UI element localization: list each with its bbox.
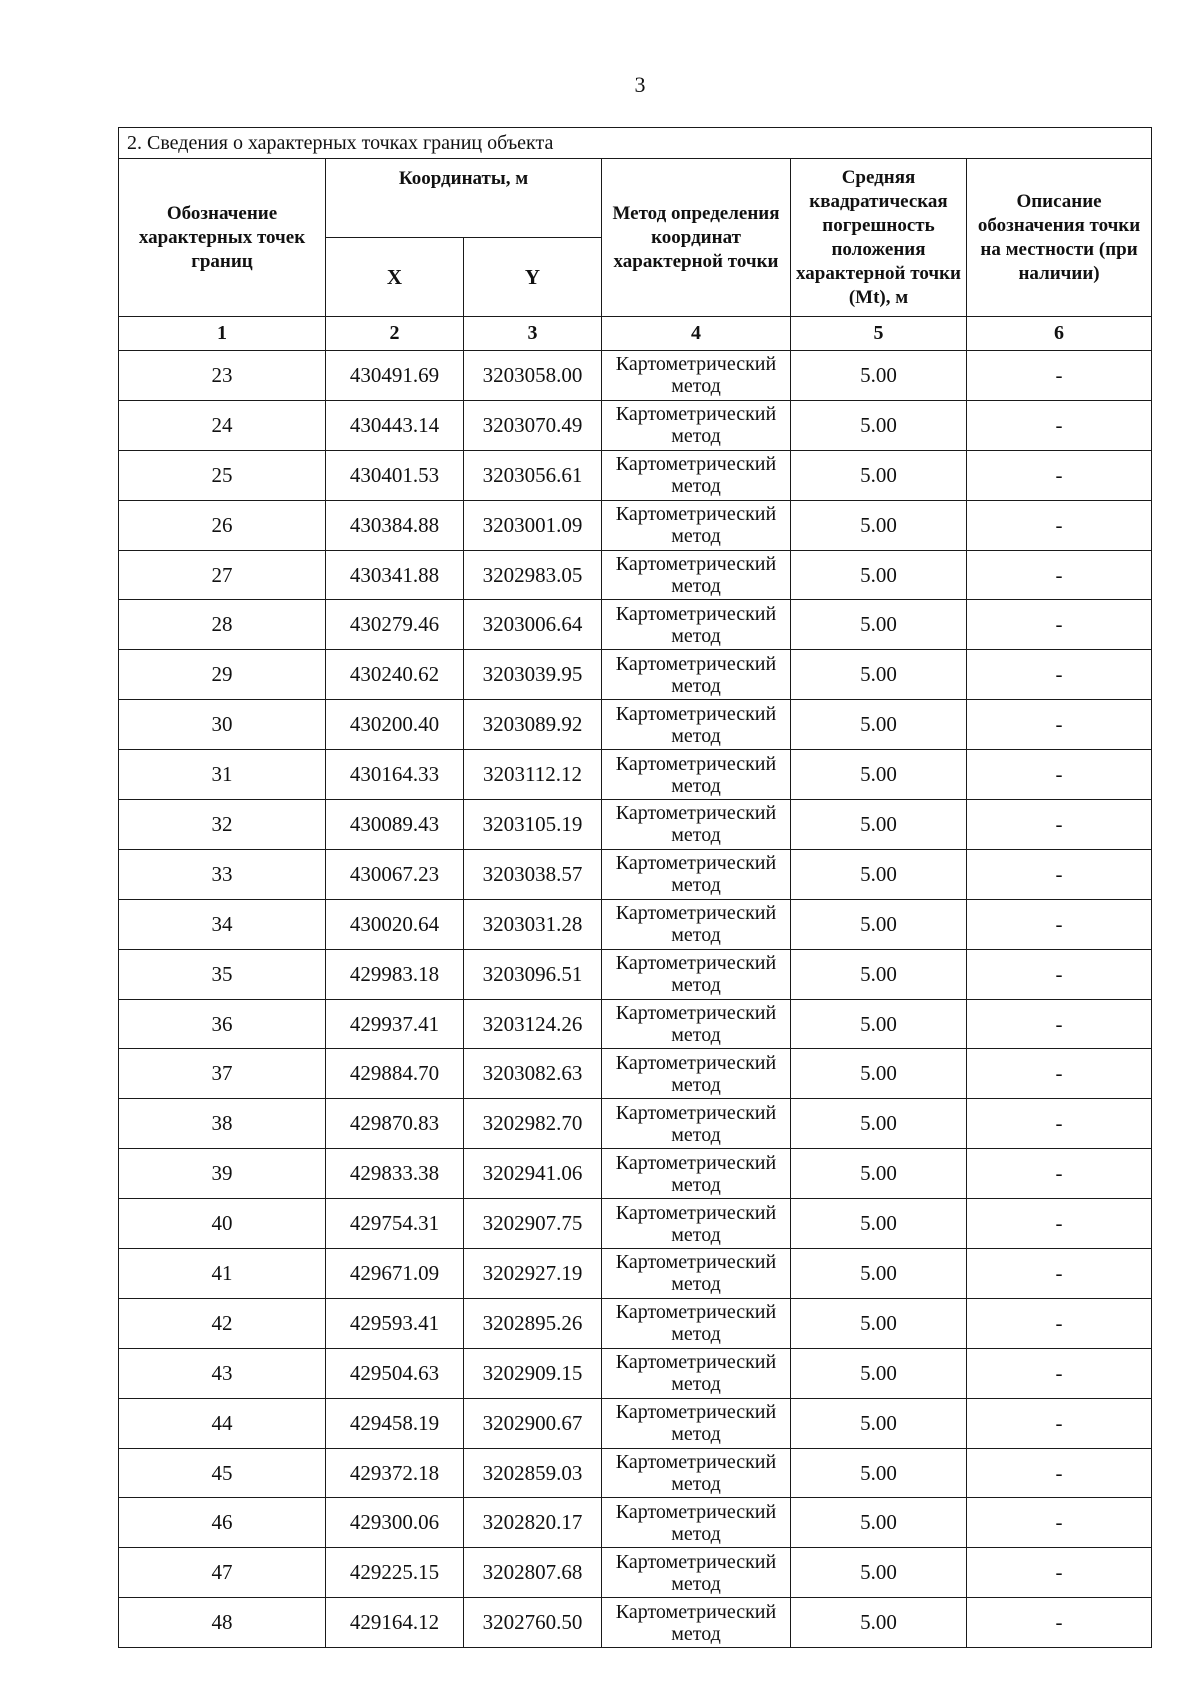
- description-cell: -: [967, 1448, 1152, 1498]
- table-row: [119, 650, 1152, 700]
- table-row: [119, 1298, 1152, 1348]
- table-row: [119, 1099, 1152, 1149]
- page-number: 3: [634, 72, 646, 97]
- description-cell: -: [967, 1149, 1152, 1199]
- column-number: 6: [967, 317, 1152, 351]
- error-cell: 5.00: [791, 1498, 967, 1548]
- point-cell: 39: [119, 1149, 326, 1199]
- method-line-2: метод: [671, 1423, 721, 1446]
- x-coordinate-cell: 430164.33: [326, 750, 464, 800]
- column-number: 1: [119, 317, 326, 351]
- description-cell: -: [967, 849, 1152, 899]
- x-coordinate-cell: 430240.62: [326, 650, 464, 700]
- table-row: [119, 899, 1152, 949]
- x-coordinate-cell: 429884.70: [326, 1049, 464, 1099]
- x-coordinate-cell: 429300.06: [326, 1498, 464, 1548]
- point-cell: 40: [119, 1199, 326, 1249]
- table-row: [119, 800, 1152, 850]
- x-coordinate-cell: 430491.69: [326, 351, 464, 401]
- x-coordinate-cell: 429833.38: [326, 1149, 464, 1199]
- table-row: [119, 849, 1152, 899]
- table-row: [119, 1049, 1152, 1099]
- error-cell: 5.00: [791, 1249, 967, 1299]
- header-mean-error: Средняя квадратическая погрешность положения характерной точки (Mt), м: [791, 159, 967, 317]
- method-cell: [602, 1099, 791, 1149]
- method-line-1: Картометрический: [615, 602, 777, 625]
- y-coordinate-cell: 3203070.49: [464, 400, 602, 450]
- x-coordinate-cell: 429225.15: [326, 1548, 464, 1598]
- x-coordinate-cell: 429372.18: [326, 1448, 464, 1498]
- method-line-2: метод: [671, 525, 721, 548]
- x-coordinate-cell: 429164.12: [326, 1598, 464, 1648]
- y-coordinate-cell: 3203038.57: [464, 849, 602, 899]
- table-row: [119, 351, 1152, 401]
- method-line-2: метод: [671, 575, 721, 597]
- method-line-1: Картометрический: [615, 1550, 777, 1573]
- method-cell: [602, 450, 791, 500]
- description-cell: -: [967, 999, 1152, 1049]
- method-line-1: Картометрический: [615, 1401, 777, 1424]
- table-row: [119, 400, 1152, 450]
- table-row: [119, 1448, 1152, 1498]
- error-cell: 5.00: [791, 351, 967, 401]
- y-coordinate-cell: 3202900.67: [464, 1398, 602, 1448]
- method-cell: [602, 500, 791, 550]
- description-cell: -: [967, 351, 1152, 401]
- y-coordinate-cell: 3202982.70: [464, 1099, 602, 1149]
- point-cell: 24: [119, 400, 326, 450]
- error-cell: 5.00: [791, 899, 967, 949]
- method-cell: [602, 899, 791, 949]
- header-point-designation: Обозначение характерных точек границ: [119, 159, 326, 317]
- header-method: Метод определения координат характерной точки: [602, 159, 791, 317]
- method-line-1: Картометрический: [615, 852, 777, 875]
- method-line-2: метод: [671, 1522, 721, 1545]
- header-coordinates: Координаты, м: [326, 159, 602, 238]
- point-cell: 36: [119, 999, 326, 1049]
- table-row: [119, 450, 1152, 500]
- x-coordinate-cell: 429458.19: [326, 1398, 464, 1448]
- method-line-1: Картометрический: [615, 1101, 777, 1124]
- description-cell: -: [967, 750, 1152, 800]
- x-coordinate-cell: 429937.41: [326, 999, 464, 1049]
- method-cell: [602, 999, 791, 1049]
- method-line-2: метод: [671, 624, 721, 647]
- y-coordinate-cell: 3203105.19: [464, 800, 602, 850]
- method-line-1: Картометрический: [615, 702, 777, 725]
- point-cell: 48: [119, 1598, 326, 1648]
- column-number: 5: [791, 317, 967, 351]
- error-cell: 5.00: [791, 949, 967, 999]
- x-coordinate-cell: 430200.40: [326, 700, 464, 750]
- x-coordinate-cell: 430089.43: [326, 800, 464, 850]
- point-cell: 44: [119, 1398, 326, 1448]
- table-row: [119, 949, 1152, 999]
- error-cell: 5.00: [791, 1548, 967, 1598]
- method-line-1: Картометрический: [615, 353, 777, 376]
- method-cell: [602, 650, 791, 700]
- error-cell: 5.00: [791, 1298, 967, 1348]
- table-row: [119, 1398, 1152, 1448]
- y-coordinate-cell: 3202983.05: [464, 550, 602, 600]
- x-coordinate-cell: 429983.18: [326, 949, 464, 999]
- method-line-1: Картометрический: [615, 952, 777, 975]
- y-coordinate-cell: 3203058.00: [464, 351, 602, 401]
- method-cell: [602, 351, 791, 401]
- boundary-points-table: [118, 127, 1152, 1648]
- method-cell: [602, 1298, 791, 1348]
- method-cell: [602, 1398, 791, 1448]
- x-coordinate-cell: 429504.63: [326, 1348, 464, 1398]
- table-row: [119, 999, 1152, 1049]
- method-line-1: Картометрический: [615, 403, 777, 426]
- point-cell: 46: [119, 1498, 326, 1548]
- error-cell: 5.00: [791, 1099, 967, 1149]
- error-cell: 5.00: [791, 1598, 967, 1648]
- method-line-2: метод: [671, 1123, 721, 1146]
- error-cell: 5.00: [791, 1049, 967, 1099]
- method-line-2: метод: [671, 1173, 721, 1196]
- table-row: [119, 500, 1152, 550]
- method-line-2: метод: [671, 1273, 721, 1296]
- method-line-1: Картометрический: [615, 1500, 777, 1523]
- header-x: X: [326, 238, 464, 317]
- description-cell: -: [967, 899, 1152, 949]
- table-row: [119, 750, 1152, 800]
- point-cell: 34: [119, 899, 326, 949]
- error-cell: 5.00: [791, 750, 967, 800]
- section-title-row: [119, 128, 1152, 159]
- method-cell: [602, 1149, 791, 1199]
- error-cell: 5.00: [791, 500, 967, 550]
- description-cell: -: [967, 650, 1152, 700]
- method-cell: [602, 1199, 791, 1249]
- y-coordinate-cell: 3203056.61: [464, 450, 602, 500]
- method-line-1: Картометрический: [615, 1351, 777, 1374]
- method-line-1: Картометрический: [615, 902, 777, 925]
- table-row: [119, 1598, 1152, 1648]
- point-cell: 43: [119, 1348, 326, 1398]
- method-line-2: метод: [671, 475, 721, 498]
- table-row: [119, 600, 1152, 650]
- method-cell: [602, 849, 791, 899]
- x-coordinate-cell: 430401.53: [326, 450, 464, 500]
- column-number: 2: [326, 317, 464, 351]
- error-cell: 5.00: [791, 600, 967, 650]
- method-line-1: Картометрический: [615, 503, 777, 526]
- x-coordinate-cell: 430020.64: [326, 899, 464, 949]
- method-cell: [602, 949, 791, 999]
- y-coordinate-cell: 3203006.64: [464, 600, 602, 650]
- method-cell: [602, 750, 791, 800]
- table-row: [119, 1498, 1152, 1548]
- method-cell: [602, 1498, 791, 1548]
- table-row: [119, 1348, 1152, 1398]
- method-line-2: метод: [671, 1373, 721, 1396]
- error-cell: 5.00: [791, 849, 967, 899]
- y-coordinate-cell: 3202760.50: [464, 1598, 602, 1648]
- y-coordinate-cell: 3202941.06: [464, 1149, 602, 1199]
- method-cell: [602, 1448, 791, 1498]
- x-coordinate-cell: 430067.23: [326, 849, 464, 899]
- description-cell: -: [967, 600, 1152, 650]
- method-line-1: Картометрический: [615, 752, 777, 775]
- point-cell: 42: [119, 1298, 326, 1348]
- point-cell: 30: [119, 700, 326, 750]
- method-line-2: метод: [671, 774, 721, 797]
- method-line-1: Картометрический: [615, 553, 777, 575]
- method-line-2: метод: [671, 674, 721, 697]
- y-coordinate-cell: 3203031.28: [464, 899, 602, 949]
- error-cell: 5.00: [791, 1398, 967, 1448]
- error-cell: 5.00: [791, 1149, 967, 1199]
- method-line-1: Картометрический: [615, 1151, 777, 1174]
- method-line-2: метод: [671, 824, 721, 847]
- method-line-2: метод: [671, 974, 721, 997]
- method-line-2: метод: [671, 1622, 721, 1645]
- header-row: [119, 159, 1152, 238]
- point-cell: 47: [119, 1548, 326, 1598]
- method-line-1: Картометрический: [615, 1201, 777, 1224]
- description-cell: -: [967, 949, 1152, 999]
- x-coordinate-cell: 429754.31: [326, 1199, 464, 1249]
- y-coordinate-cell: 3203096.51: [464, 949, 602, 999]
- y-coordinate-cell: 3202907.75: [464, 1199, 602, 1249]
- description-cell: -: [967, 1249, 1152, 1299]
- x-coordinate-cell: 430384.88: [326, 500, 464, 550]
- y-coordinate-cell: 3203089.92: [464, 700, 602, 750]
- method-line-1: Картометрический: [615, 1451, 777, 1474]
- method-line-2: метод: [671, 1572, 721, 1595]
- y-coordinate-cell: 3202820.17: [464, 1498, 602, 1548]
- column-number: 3: [464, 317, 602, 351]
- method-line-2: метод: [671, 1323, 721, 1346]
- description-cell: -: [967, 400, 1152, 450]
- y-coordinate-cell: 3202807.68: [464, 1548, 602, 1598]
- description-cell: -: [967, 800, 1152, 850]
- table-row: [119, 1199, 1152, 1249]
- y-coordinate-cell: 3202895.26: [464, 1298, 602, 1348]
- point-cell: 38: [119, 1099, 326, 1149]
- point-cell: 27: [119, 550, 326, 600]
- description-cell: -: [967, 1348, 1152, 1398]
- description-cell: -: [967, 1049, 1152, 1099]
- point-cell: 37: [119, 1049, 326, 1099]
- method-cell: [602, 700, 791, 750]
- error-cell: 5.00: [791, 700, 967, 750]
- table-row: [119, 1249, 1152, 1299]
- method-line-2: метод: [671, 1473, 721, 1496]
- method-line-1: Картометрический: [615, 1301, 777, 1324]
- method-line-1: Картометрический: [615, 1002, 777, 1025]
- description-cell: -: [967, 1099, 1152, 1149]
- point-cell: 45: [119, 1448, 326, 1498]
- y-coordinate-cell: 3202927.19: [464, 1249, 602, 1299]
- table-row: [119, 1548, 1152, 1598]
- point-cell: 41: [119, 1249, 326, 1299]
- point-cell: 23: [119, 351, 326, 401]
- point-cell: 25: [119, 450, 326, 500]
- error-cell: 5.00: [791, 400, 967, 450]
- method-line-2: метод: [671, 874, 721, 897]
- y-coordinate-cell: 3203039.95: [464, 650, 602, 700]
- y-coordinate-cell: 3202909.15: [464, 1348, 602, 1398]
- description-cell: -: [967, 450, 1152, 500]
- method-line-1: Картометрический: [615, 652, 777, 675]
- method-cell: [602, 800, 791, 850]
- description-cell: -: [967, 1548, 1152, 1598]
- description-cell: -: [967, 1199, 1152, 1249]
- point-cell: 28: [119, 600, 326, 650]
- y-coordinate-cell: 3203082.63: [464, 1049, 602, 1099]
- point-cell: 29: [119, 650, 326, 700]
- point-cell: 32: [119, 800, 326, 850]
- description-cell: -: [967, 700, 1152, 750]
- x-coordinate-cell: 430443.14: [326, 400, 464, 450]
- error-cell: 5.00: [791, 550, 967, 600]
- error-cell: 5.00: [791, 800, 967, 850]
- y-coordinate-cell: 3203112.12: [464, 750, 602, 800]
- section-title: 2. Сведения о характерных точках границ объекта: [119, 128, 1152, 159]
- error-cell: 5.00: [791, 999, 967, 1049]
- method-line-1: Картометрический: [615, 1051, 777, 1074]
- x-coordinate-cell: 429593.41: [326, 1298, 464, 1348]
- error-cell: 5.00: [791, 650, 967, 700]
- description-cell: -: [967, 500, 1152, 550]
- y-coordinate-cell: 3202859.03: [464, 1448, 602, 1498]
- column-number-row: [119, 317, 1152, 351]
- column-number: 4: [602, 317, 791, 351]
- method-cell: [602, 1548, 791, 1598]
- description-cell: -: [967, 550, 1152, 600]
- error-cell: 5.00: [791, 1199, 967, 1249]
- method-line-2: метод: [671, 1024, 721, 1047]
- method-line-2: метод: [671, 1223, 721, 1246]
- point-cell: 26: [119, 500, 326, 550]
- method-cell: [602, 600, 791, 650]
- error-cell: 5.00: [791, 450, 967, 500]
- method-cell: [602, 1249, 791, 1299]
- point-cell: 33: [119, 849, 326, 899]
- method-line-2: метод: [671, 425, 721, 448]
- description-cell: -: [967, 1498, 1152, 1548]
- error-cell: 5.00: [791, 1348, 967, 1398]
- description-cell: -: [967, 1598, 1152, 1648]
- header-y: Y: [464, 238, 602, 317]
- description-cell: -: [967, 1398, 1152, 1448]
- method-cell: [602, 1049, 791, 1099]
- method-line-2: метод: [671, 375, 721, 398]
- method-cell: [602, 1598, 791, 1648]
- error-cell: 5.00: [791, 1448, 967, 1498]
- x-coordinate-cell: 430341.88: [326, 550, 464, 600]
- point-cell: 35: [119, 949, 326, 999]
- method-cell: [602, 1348, 791, 1398]
- method-cell: [602, 550, 791, 600]
- method-line-1: Картометрический: [615, 1600, 777, 1623]
- description-cell: -: [967, 1298, 1152, 1348]
- table-row: [119, 1149, 1152, 1199]
- x-coordinate-cell: 430279.46: [326, 600, 464, 650]
- method-cell: [602, 400, 791, 450]
- table-row: [119, 550, 1152, 600]
- method-line-1: Картометрический: [615, 802, 777, 825]
- x-coordinate-cell: 429671.09: [326, 1249, 464, 1299]
- point-cell: 31: [119, 750, 326, 800]
- method-line-1: Картометрический: [615, 1251, 777, 1274]
- y-coordinate-cell: 3203001.09: [464, 500, 602, 550]
- method-line-2: метод: [671, 1073, 721, 1096]
- x-coordinate-cell: 429870.83: [326, 1099, 464, 1149]
- method-line-1: Картометрический: [615, 453, 777, 476]
- header-description: Описание обозначения точки на местности (при наличии): [967, 159, 1152, 317]
- y-coordinate-cell: 3203124.26: [464, 999, 602, 1049]
- table-row: [119, 700, 1152, 750]
- method-line-2: метод: [671, 924, 721, 947]
- method-line-2: метод: [671, 724, 721, 747]
